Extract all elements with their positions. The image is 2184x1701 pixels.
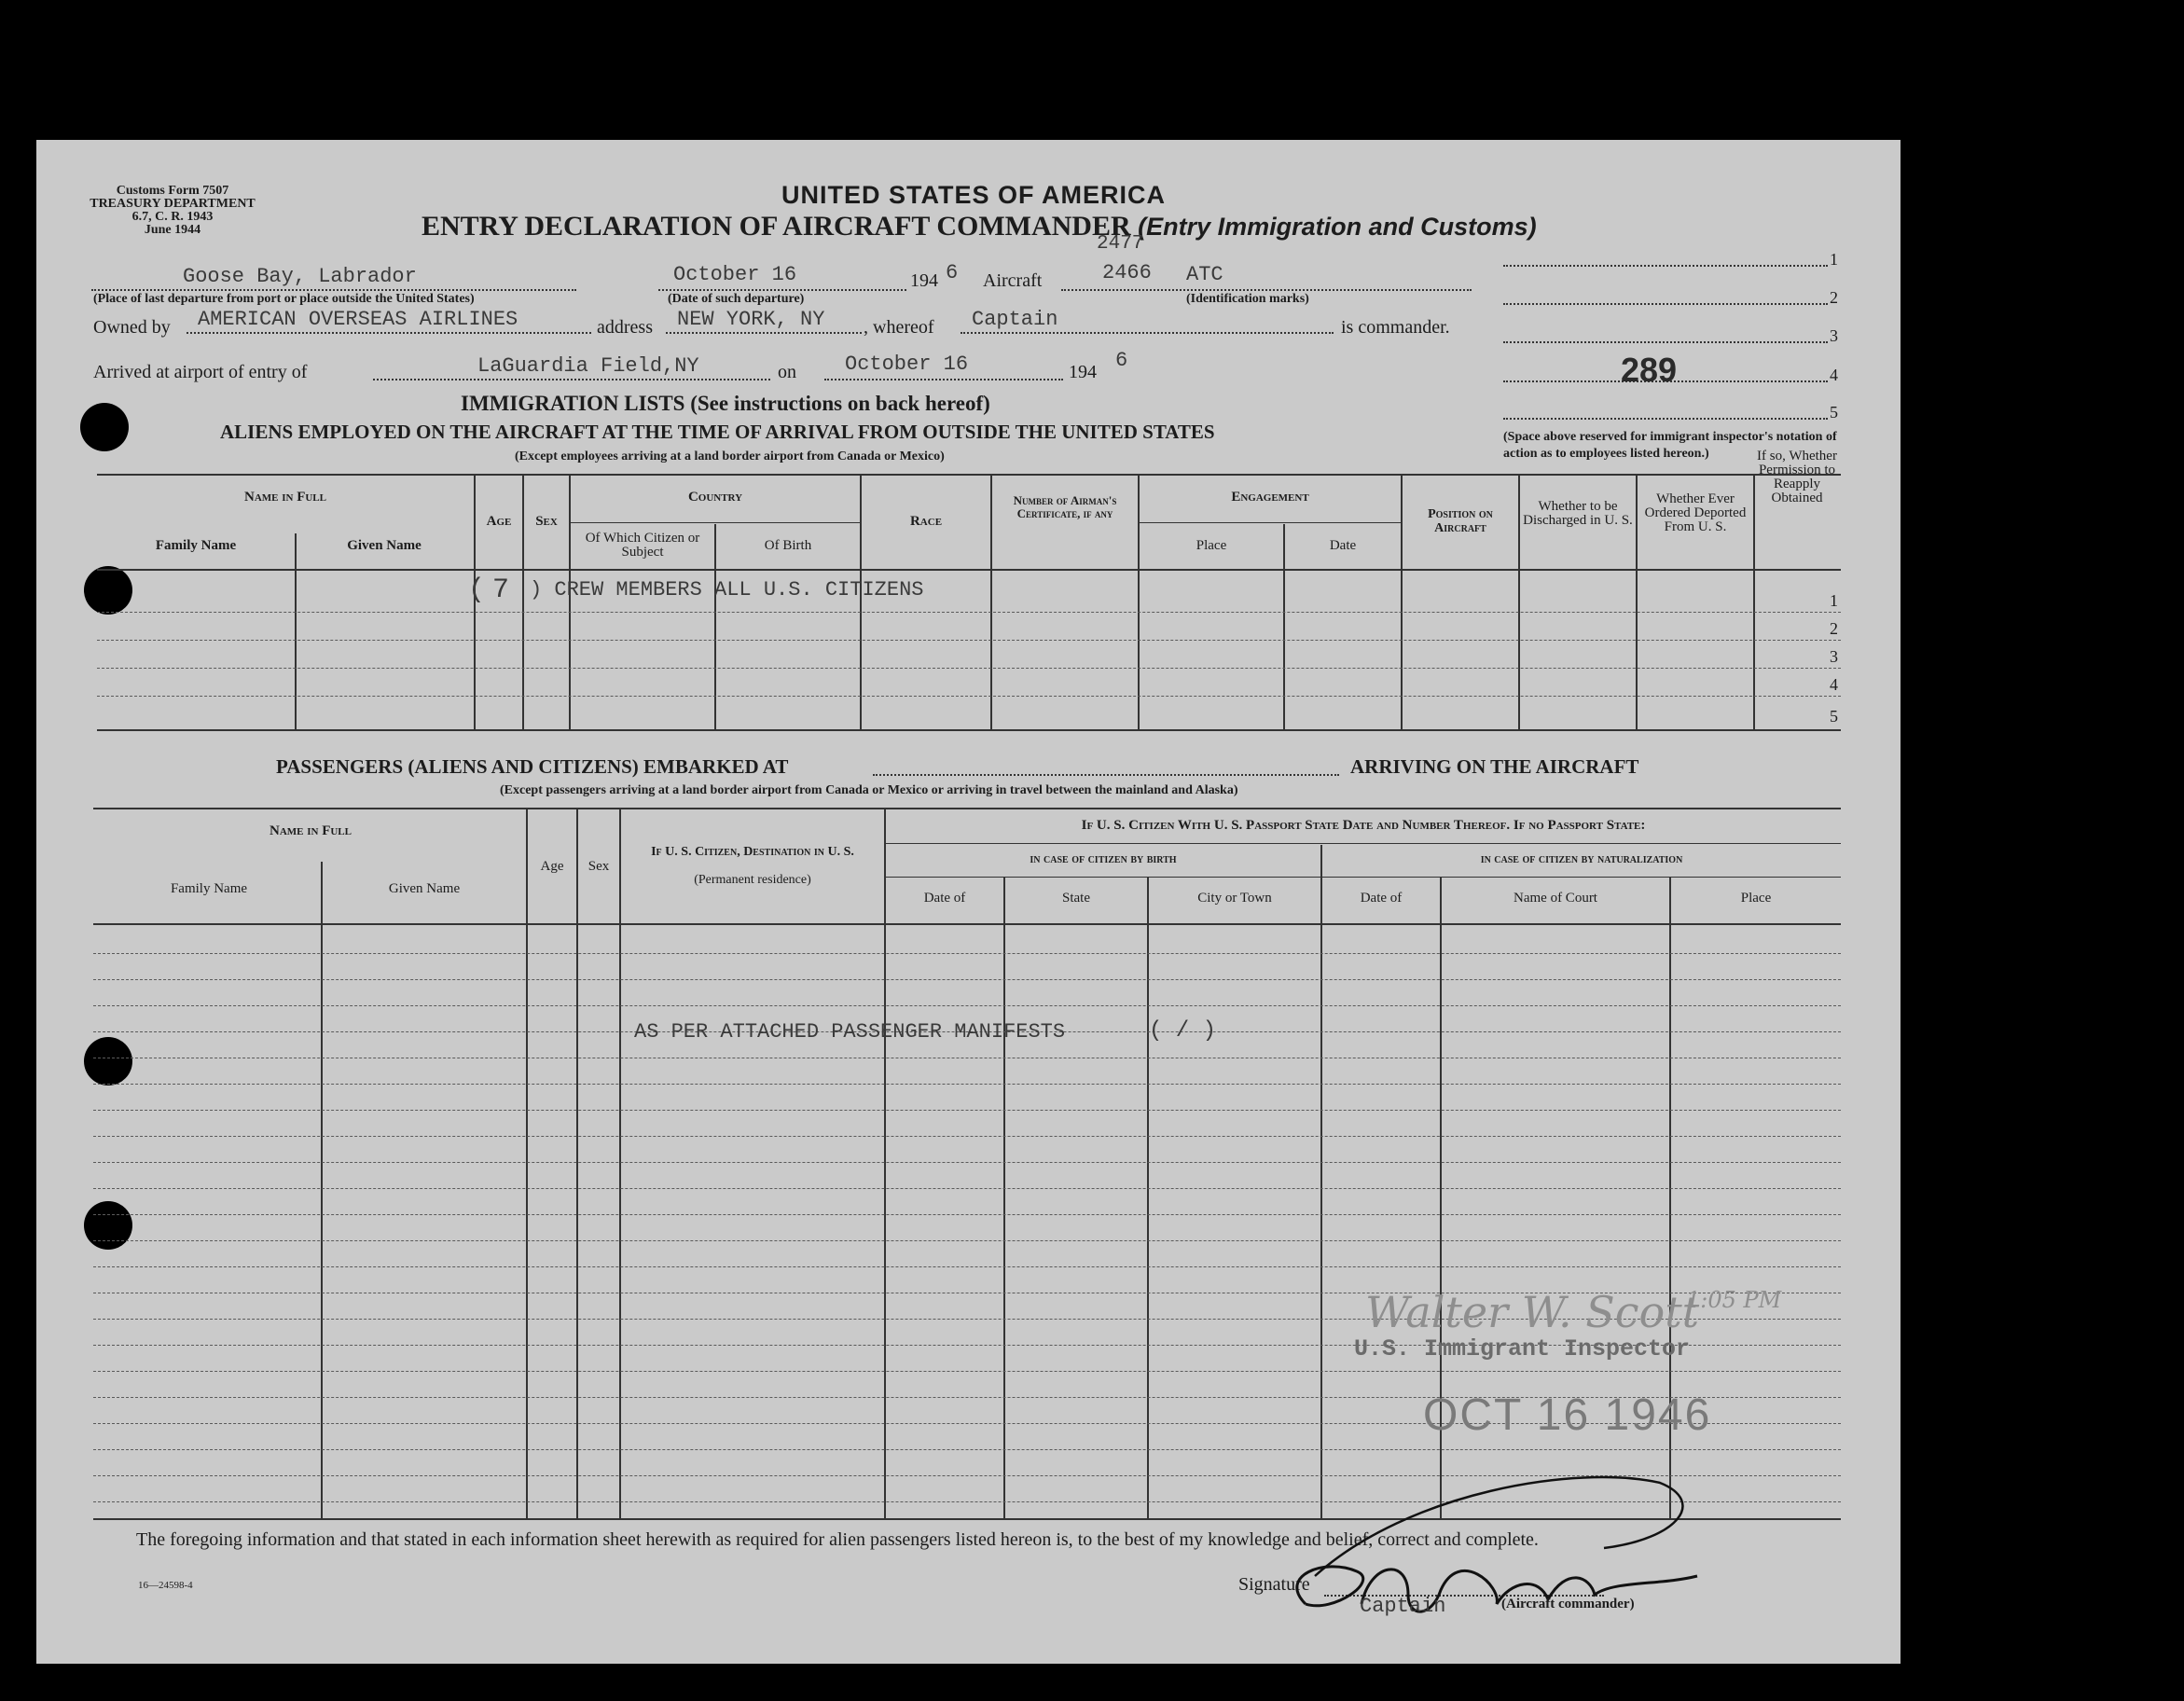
pcol-court: Name of Court: [1514, 891, 1597, 906]
inspector-line-number: 4: [1830, 366, 1838, 384]
col-country: Country: [687, 490, 743, 505]
row-line-number: 1: [1830, 591, 1838, 610]
col-race: Race: [909, 514, 943, 529]
immigration-title: IMMIGRATION LISTS (See instructions on back hereof): [461, 392, 990, 415]
pcol-by-birth: in case of citizen by birth: [1030, 852, 1177, 866]
print-code: 16—24598-4: [138, 1580, 193, 1591]
pcol-destination: If U. S. Citizen, Destination in U. S.: [651, 845, 854, 859]
aircraft-number: 2466: [1102, 261, 1152, 284]
punch-hole: [84, 566, 132, 615]
aircraft-correction: 2477: [1097, 233, 1144, 255]
inspector-line-number: 3: [1830, 326, 1838, 345]
col-age: Age: [486, 514, 512, 529]
col-sex: Sex: [535, 514, 558, 529]
pcol-age: Age: [540, 859, 564, 874]
department: TREASURY DEPARTMENT: [90, 197, 256, 211]
col-given-name: Given Name: [347, 538, 422, 553]
commander-label: is commander.: [1341, 317, 1450, 338]
inspector-date-stamp: OCT 16 1946: [1423, 1390, 1712, 1440]
pcol-date-of: Date of: [923, 891, 966, 906]
arrival-airport-value: LaGuardia Field,NY: [477, 354, 699, 378]
inspector-note: (Space above reserved for immigrant inspector's notation of action as to employees listed hereon.): [1503, 430, 1837, 461]
arrival-year-prefix: 194: [1069, 362, 1097, 382]
captain-signature: [1268, 1464, 1707, 1651]
passenger-entry-count: ( / ): [1149, 1018, 1217, 1044]
immigration-subtitle: ALIENS EMPLOYED ON THE AIRCRAFT AT THE TIME OF ARRIVAL FROM OUTSIDE THE UNITED STATES: [220, 421, 1215, 443]
departure-year-digit: 6: [946, 261, 959, 284]
col-citizen-of: Of Which Citizen or Subject: [585, 531, 700, 560]
punch-hole: [80, 403, 129, 451]
commander-value: Captain: [972, 308, 1058, 331]
pcol-city: City or Town: [1197, 891, 1272, 906]
col-permission: If so, Whether Permission to Reapply Obtained: [1757, 449, 1837, 505]
departure-date-value: October 16: [673, 263, 797, 286]
footer-statement: The foregoing information and that stated in each information sheet herewith as required for alien passengers listed hereon is, to the best of my knowledge and belief, correct and complete.: [136, 1529, 1539, 1550]
passengers-title-right: ARRIVING ON THE AIRCRAFT: [1350, 755, 1639, 778]
pcol-passport-header: If U. S. Citizen With U. S. Passport State Date and Number Thereof. If no Passport State:: [1081, 818, 1646, 833]
aircraft-label: Aircraft: [983, 270, 1043, 291]
inspector-title-stamp: U.S. Immigrant Inspector: [1354, 1335, 1691, 1362]
inspector-line-number: 5: [1830, 403, 1838, 422]
arrived-label: Arrived at airport of entry of: [93, 362, 308, 382]
punch-hole: [84, 1201, 132, 1250]
crew-paren-open: (: [468, 574, 486, 606]
arrival-year-digit: 6: [1115, 349, 1128, 372]
row-line-number: 2: [1830, 619, 1838, 638]
form-number: Customs Form 7507: [116, 184, 229, 198]
address-label: address: [597, 317, 653, 338]
col-family-name: Family Name: [155, 538, 237, 553]
pcol-family-name: Family Name: [170, 881, 248, 896]
departure-place-value: Goose Bay, Labrador: [183, 265, 417, 288]
pcol-given-name: Given Name: [388, 881, 461, 896]
immigration-note: (Except employees arriving at a land border airport from Canada or Mexico): [515, 449, 945, 463]
title-main: ENTRY DECLARATION OF AIRCRAFT COMMANDER: [422, 211, 1131, 242]
owner-value: AMERICAN OVERSEAS AIRLINES: [198, 308, 518, 331]
form-identifier: [84, 185, 261, 237]
col-place: Place: [1196, 538, 1227, 553]
departure-year-prefix: 194: [910, 270, 938, 291]
country-heading: UNITED STATES OF AMERICA: [781, 181, 1166, 209]
passengers-note: (Except passengers arriving at a land border airport from Canada or Mexico or arriving in travel between the mainland and Alaska): [500, 783, 1238, 797]
address-value: NEW YORK, NY: [677, 308, 825, 331]
aircraft-suffix: ATC: [1186, 263, 1223, 286]
col-name-in-full: Name in Full: [243, 490, 326, 505]
title-sub: (Entry Immigration and Customs): [1138, 213, 1537, 241]
whereof-label: , whereof: [864, 317, 934, 338]
signer-title: Captain: [1360, 1595, 1446, 1618]
col-position: Position on Aircraft: [1428, 507, 1493, 535]
row-line-number: 3: [1830, 647, 1838, 666]
punch-hole: [84, 1037, 132, 1086]
pcol-by-naturalization: in case of citizen by naturalization: [1480, 852, 1683, 866]
col-engagement: Engagement: [1231, 490, 1309, 505]
identification-caption: (Identification marks): [1186, 292, 1309, 306]
signature-label: Signature: [1238, 1574, 1310, 1595]
departure-place-caption: (Place of last departure from port or place outside the United States): [93, 292, 475, 306]
departure-date-caption: (Date of such departure): [668, 292, 805, 306]
pcol-residence: (Permanent residence): [694, 873, 811, 887]
pcol-date-of-2: Date of: [1360, 891, 1403, 906]
col-airman-cert: Number of Airman's Certificate, if any: [1013, 493, 1117, 520]
crew-entry: ) CREW MEMBERS ALL U.S. CITIZENS: [530, 578, 924, 602]
pcol-sex: Sex: [587, 859, 610, 874]
inspector-line-number: 1: [1830, 250, 1838, 269]
arrival-date-value: October 16: [845, 353, 969, 376]
inspector-time: 1:05 PM: [1686, 1287, 1782, 1313]
pcol-name-in-full: Name in Full: [269, 823, 352, 838]
passenger-entry: AS PER ATTACHED PASSENGER MANIFESTS: [634, 1020, 1066, 1044]
col-discharged: Whether to be Discharged in U. S.: [1523, 499, 1633, 528]
page-title: [422, 211, 1537, 242]
col-date: Date: [1329, 538, 1357, 553]
cfr-reference: 6.7, C. R. 1943: [131, 210, 214, 224]
col-deported: Whether Ever Ordered Deported From U. S.: [1644, 491, 1747, 534]
signer-caption: (Aircraft commander): [1501, 1597, 1635, 1611]
inspector-signature: Walter W. Scott: [1365, 1287, 1700, 1337]
passengers-title-left: PASSENGERS (ALIENS AND CITIZENS) EMBARKED AT: [276, 755, 789, 778]
crew-count: 7: [492, 574, 510, 606]
on-label: on: [778, 362, 796, 382]
row-line-number: 5: [1830, 707, 1838, 726]
owned-by-label: Owned by: [93, 317, 171, 338]
row-line-number: 4: [1830, 675, 1838, 694]
inspector-line-number: 2: [1830, 288, 1838, 307]
form-date: June 1944: [144, 223, 201, 237]
pcol-state: State: [1062, 891, 1090, 906]
inspector-number: 289: [1621, 351, 1678, 389]
col-of-birth: Of Birth: [764, 538, 812, 553]
pcol-place: Place: [1740, 891, 1772, 906]
